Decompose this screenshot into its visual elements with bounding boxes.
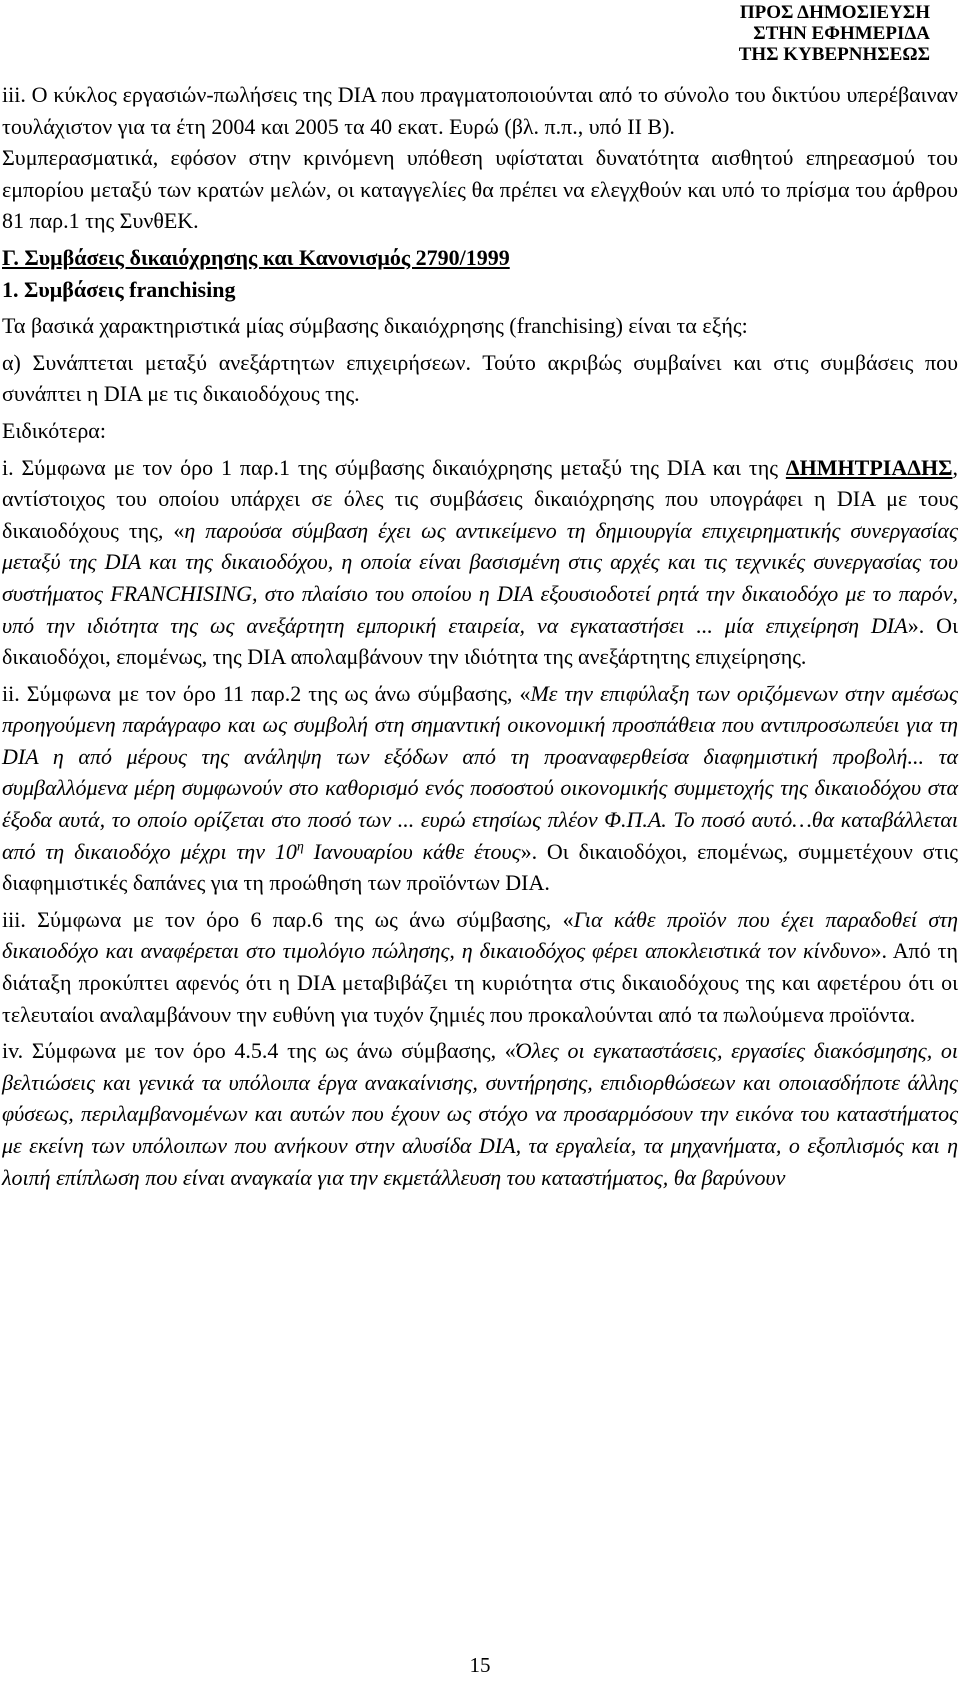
- paragraph-item-ii: [2, 678, 958, 899]
- item-ii-text-2: ». Οι δικαιοδόχοι, επομένως, συμμετέχουν στις διαφημιστικές δαπάνες για τη προώθηση των προϊόντων DIA.: [2, 838, 958, 896]
- paragraph-conclusion: Συμπερασματικά, εφόσον στην κρινόμενη υπόθεση υφίσταται δυνατότητα αισθητού επηρεασμού του εμπορίου μεταξύ των κρατών μελών, οι καταγγελίες θα πρέπει να ελεγχθούν και υπό το πρίσμα του άρθρου 81 παρ.1 της ΣυνθΕΚ.: [2, 145, 958, 234]
- section-heading-g: Γ. Συμβάσεις δικαιόχρησης και Κανονισμός 2790/1999: [2, 244, 510, 270]
- item-iii-text-2: ». Από τη διάταξη προκύπτει αφενός ότι η DIA μεταβιβάζει τη κυριότητα στις δικαιοδόχους της και αφετέρου ότι οι τελευταίοι αναλαμβάνουν την ευθύνη για τυχόν ζημιές που προκαλούνται από τα πωλούμενα προϊόντα.: [2, 938, 958, 1027]
- item-i-text-1: i. Σύμφωνα με τον όρο 1 παρ.1 της σύμβασης δικαιόχρησης μεταξύ της DIA και της: [2, 454, 786, 480]
- paragraph-item-i: [2, 452, 958, 673]
- subheading-franchising: 1. Συμβάσεις franchising: [2, 276, 236, 302]
- paragraph-item-a: α) Συνάπτεται μεταξύ ανεξάρτητων επιχειρήσεων. Τούτο ακριβώς συμβαίνει και στις συμβάσεις που συνάπτει η DIA με τις δικαιοδόχους της.: [2, 349, 958, 407]
- paragraph-specifically: Ειδικότερα:: [2, 417, 106, 443]
- stamp-line-2: ΣΤΗΝ ΕΦΗΜΕΡΙΔΑ: [753, 23, 930, 44]
- item-i-text-2: , αντίστοιχος του οποίου υπάρχει σε όλες τις συμβάσεις δικαιόχρησης που υπογράφει η DIA με τους δικαιοδόχους της, «: [2, 454, 958, 543]
- page-number: 15: [469, 1653, 491, 1677]
- item-iii-text-1: iii. Σύμφωνα με τον όρο 6 παρ.6 της ως άνω σύμβασης, «: [2, 906, 574, 932]
- document-body: [2, 79, 958, 1193]
- item-ii-quote-2: Ιανουαρίου κάθε έτους: [303, 838, 521, 864]
- paragraph-item-iii: [2, 904, 958, 1030]
- stamp-line-3: ΤΗΣ ΚΥΒΕΡΝΗΣΕΩΣ: [738, 44, 930, 65]
- item-i-company-name: ΔΗΜΗΤΡΙΑΔΗΣ: [785, 454, 953, 480]
- paragraph-turnover: iii. Ο κύκλος εργασιών-πωλήσεις της DIA που πραγματοποιούνται από το σύνολο του δικτύου υπερέβαιναν τουλάχιστον για τα έτη 2004 και 2005 τα 40 εκατ. Ευρώ (βλ. π.π., υπό ΙΙ Β).: [2, 82, 958, 139]
- item-iii-quote: Για κάθε προϊόν που έχει παραδοθεί στη δικαιοδόχο και αναφέρεται στο τιμολόγιο πώλησης, η δικαιοδόχος φέρει αποκλειστικά τον κίνδυνο: [2, 906, 958, 964]
- paragraph-features-intro: Τα βασικά χαρακτηριστικά μίας σύμβασης δικαιόχρησης (franchising) είναι τα εξής:: [2, 313, 748, 339]
- publication-stamp: [739, 2, 930, 65]
- stamp-line-1: ΠΡΟΣ ΔΗΜΟΣΙΕΥΣΗ: [739, 2, 930, 23]
- item-ii-quote-1: Με την επιφύλαξη των οριζόμενων στην αμέσως προηγούμενη παράγραφο και ως συμβολή στη σημαντική οικονομική προσπάθεια που αντιπροσωπεύει για τη DIA η από μέρους της ανάληψη των εξόδων από τη προαναφερθείσα διαφημιστική προβολή... τα συμβαλλόμενα μέρη συμφωνούν στο καθορισμό ενός ποσοστού οικονομικής συμμετοχής της δικαιοδόχου στα έξοδα αυτά, το οποίο ορίζεται στο ποσό των ... ευρώ ετησίως πλέον Φ.Π.Α. Το ποσό αυτό…θα καταβάλλεται από τη δικαιοδόχο μέχρι την 10: [2, 680, 958, 864]
- paragraph-item-iv: [2, 1035, 958, 1193]
- item-ii-superscript: η: [296, 839, 304, 855]
- item-iv-text-1: iv. Σύμφωνα με τον όρο 4.5.4 της ως άνω σύμβασης, «: [2, 1038, 516, 1064]
- item-iv-quote: Όλες οι εγκαταστάσεις, εργασίες διακόσμησης, οι βελτιώσεις και γενικά τα υπόλοιπα έργα ανακαίνισης, συντήρησης, επιδιορθώσεων και οποιασδήποτε άλλης φύσεως, περιλαμβανομένων και αυτών που έχουν ως στόχο να προσαρμόσουν την εικόνα του καταστήματος με εκείνη των υπόλοιπων που ανήκουν στην αλυσίδα DIA, τα εργαλεία, τα μηχανήματα, ο εξοπλισμός και η λοιπή επίπλωση που είναι αναγκαία για την εκμετάλλευση του καταστήματος, θα βαρύνουν: [2, 1038, 958, 1190]
- item-ii-text-1: ii. Σύμφωνα με τον όρο 11 παρ.2 της ως άνω σύμβασης, «: [2, 680, 531, 706]
- item-i-text-3: ». Οι δικαιοδόχοι, επομένως, της DIA απολαμβάνουν την ιδιότητα της ανεξάρτητης επιχείρησης.: [2, 612, 958, 670]
- item-i-quote: η παρούσα σύμβαση έχει ως αντικείμενο τη δημιουργία επιχειρηματικής συνεργασίας μεταξύ της DIA και της δικαιοδόχου, η οποία είναι βασισμένη στις αρχές και τις τεχνικές συνεργασίας του συστήματος FRANCHISING, στο πλαίσιο του οποίου η DIA εξουσιοδοτεί ρητά την δικαιοδόχο με το παρόν, υπό την ιδιότητα της ως ανεξάρτητη εμπορική εταιρεία, να εγκαταστήσει ... μία επιχείρηση DIA: [2, 517, 958, 638]
